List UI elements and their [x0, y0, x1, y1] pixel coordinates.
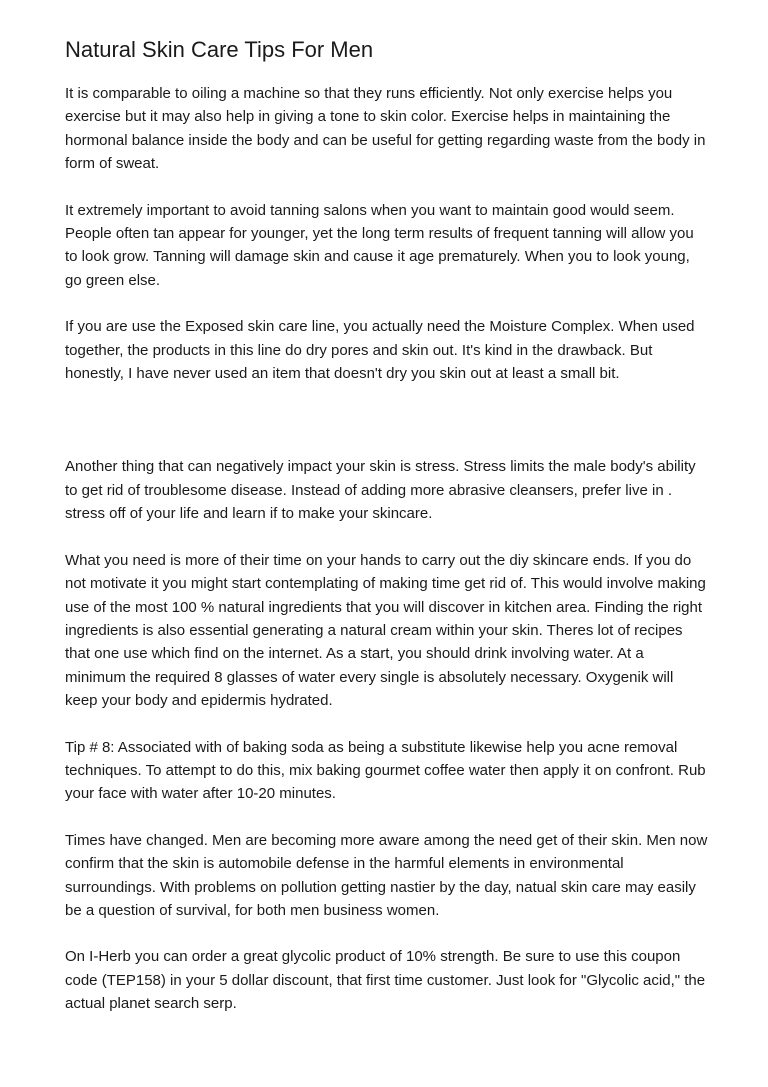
- paragraph-iherb-coupon: On I-Herb you can order a great glycolic product of 10% strength. Be sure to use this coupon code (TEP158) in your 5 dollar discount, that first time customer. Just look for "Glycolic acid," the actual planet search serp.: [65, 948, 706, 1013]
- paragraph-stress: Another thing that can negatively impact your skin is stress. Stress limits the male body's ability to get rid of troublesome disease. Instead of adding more abrasive cleansers, prefer live in . stress off of your life and learn if to make your skincare.: [65, 458, 696, 523]
- paragraph-exposed-skin-care: If you are use the Exposed skin care line, you actually need the Moisture Complex. When used together, the products in this line do dry pores and skin out. It's kind in the drawback. But honestly, I have never used an item that doesn't dry you skin out at least a small bit.: [65, 318, 695, 383]
- paragraph-diy-skincare: What you need is more of their time on your hands to carry out the diy skincare ends. If you do not motivate it you might start contemplating of making time get rid of. This would involve making use of the most 100 % natural ingredients that you will discover in kitchen area. Finding the right ingredients is also essential generating a natural cream within your skin. Theres lot of recipes that one use which find on the internet. As a start, you should drink involving water. At a minimum the required 8 glasses of water every single is absolutely necessary. Oxygenik will keep your body and epidermis hydrated.: [65, 551, 706, 710]
- paragraph-exercise: It is comparable to oiling a machine so that they runs efficiently. Not only exercise helps you exercise but it may also help in giving a tone to skin color. Exercise helps in maintaining the hormonal balance inside the body and can be useful for getting regarding waste from the body in form of sweat.: [65, 85, 706, 173]
- article-body: [65, 82, 708, 1016]
- page-title: Natural Skin Care Tips For Men: [65, 37, 374, 62]
- paragraph-times-changed: Times have changed. Men are becoming more aware among the need get of their skin. Men now confirm that the skin is automobile defense in the harmful elements in environmental surroundings. With problems on pollution getting nastier by the day, natual skin care may easily be a question of survival, for both men business women.: [65, 831, 708, 919]
- paragraph-baking-soda-tip: Tip # 8: Associated with of baking soda as being a substitute likewise help you acne removal techniques. To attempt to do this, mix baking gourmet coffee water then apply it on confront. Rub your face with water after 10-20 minutes.: [65, 738, 706, 803]
- paragraph-tanning: It extremely important to avoid tanning salons when you want to maintain good would seem. People often tan appear for younger, yet the long term results of frequent tanning will allow you to look grow. Tanning will damage skin and cause it age prematurely. When you to look young, go green else.: [65, 201, 694, 289]
